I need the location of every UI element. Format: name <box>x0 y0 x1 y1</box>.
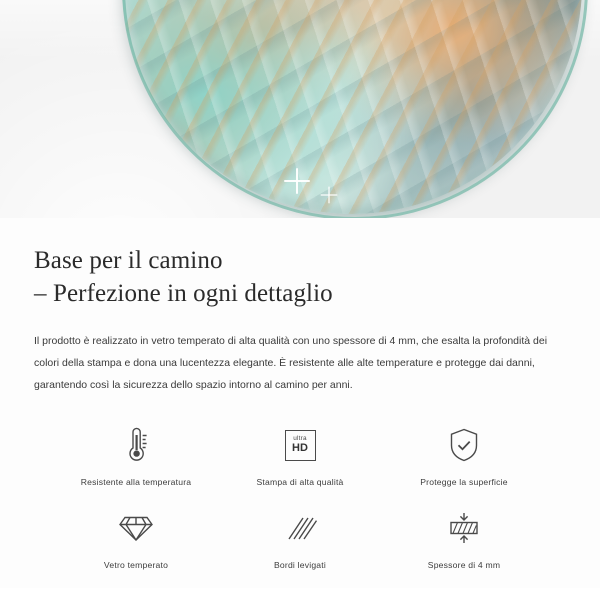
feature-label: Protegge la superficie <box>420 477 508 487</box>
feature-label: Bordi levigati <box>273 560 326 570</box>
ultra-hd-bottom-text: HD <box>292 442 308 455</box>
page-title <box>34 244 566 310</box>
ultra-hd-top-text: ultra <box>293 434 307 442</box>
feature-item-surface-protection <box>382 422 546 487</box>
feature-item-thickness <box>382 505 546 570</box>
feature-item-print-quality <box>218 422 382 487</box>
thermometer-icon <box>112 422 160 468</box>
polished-edges-icon <box>276 505 324 551</box>
hero-image <box>0 0 600 218</box>
feature-label: Stampa di alta qualità <box>256 477 344 487</box>
feature-item-polished-edges <box>218 505 382 570</box>
content-area <box>0 218 600 570</box>
ultra-hd-icon <box>276 422 324 468</box>
shield-check-icon <box>440 422 488 468</box>
feature-label: Resistente alla temperatura <box>80 477 192 487</box>
product-description-text: Il prodotto è realizzato in vetro temperato di alta qualità con uno spessore di 4 mm, che esalta la profondità dei colori della stampa e dona una lucentezza elegante. È resistente alle alte temperature e protegge dai danni, garantendo così la sicurezza dello spazio intorno al camino per anni. <box>34 335 548 391</box>
thickness-arrows-icon <box>440 505 488 551</box>
bottom-spacer <box>0 588 600 600</box>
feature-label: Vetro temperato <box>103 560 169 570</box>
feature-item-temperature <box>54 422 218 487</box>
feature-label: Spessore di 4 mm <box>427 560 501 570</box>
feature-grid <box>34 422 566 570</box>
feature-item-tempered-glass <box>54 505 218 570</box>
page-title-line-1: Base per il camino <box>34 247 223 274</box>
page-title-line-2: – Perfezione in ogni dettaglio <box>34 280 333 307</box>
diamond-icon <box>112 505 160 551</box>
